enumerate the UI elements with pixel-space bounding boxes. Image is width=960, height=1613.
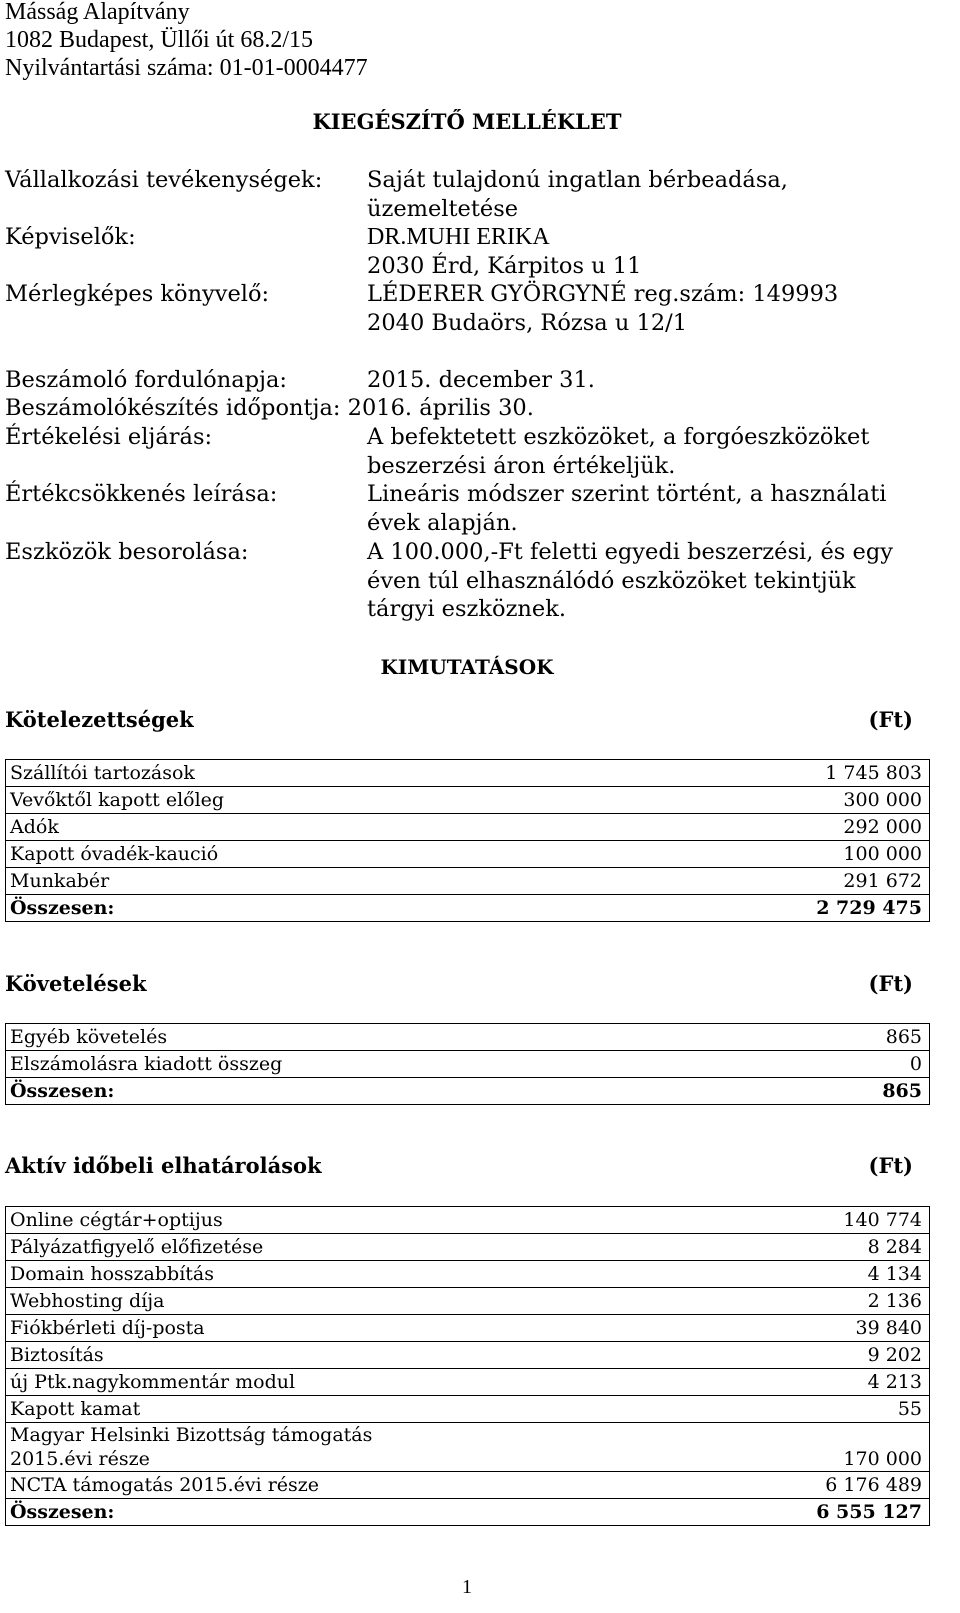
row-label-line: Magyar Helsinki Bizottság támogatás xyxy=(10,1424,373,1446)
asset-classification-line: A 100.000,-Ft feletti egyedi beszerzési, és egy xyxy=(367,539,893,565)
liabilities-unit: (Ft) xyxy=(868,707,913,732)
receivables-title: Követelések xyxy=(5,971,147,996)
valuation-line: beszerzési áron értékeljük. xyxy=(367,452,676,479)
total-value: 865 xyxy=(882,1080,922,1102)
page-number: 1 xyxy=(462,1576,472,1598)
row-value: 55 xyxy=(897,1398,922,1420)
table-row xyxy=(6,1422,929,1471)
prepared-date-label: Beszámolókészítés időpontja: xyxy=(5,395,341,421)
prepaid-unit: (Ft) xyxy=(868,1153,913,1178)
row-value: 0 xyxy=(909,1053,922,1075)
row-label: Biztosítás xyxy=(10,1344,104,1366)
table-row xyxy=(6,1471,929,1498)
row-label: Egyéb követelés xyxy=(10,1026,168,1048)
org-name: Másság Alapítvány xyxy=(5,0,190,25)
prepaid-table xyxy=(5,1206,930,1526)
table-row xyxy=(6,840,929,867)
liabilities-heading xyxy=(5,706,913,734)
row-label: Domain hosszabbítás xyxy=(10,1263,214,1285)
activities-line: üzemeltetése xyxy=(367,195,519,222)
total-value: 2 729 475 xyxy=(816,897,922,919)
row-value: 865 xyxy=(885,1026,922,1048)
row-value: 4 134 xyxy=(867,1263,922,1285)
table-row xyxy=(6,1314,929,1341)
row-label: új Ptk.nagykommentár modul xyxy=(10,1371,296,1393)
row-value: 300 000 xyxy=(843,789,922,811)
total-row xyxy=(6,894,929,921)
prepaid-heading xyxy=(5,1152,913,1180)
table-row xyxy=(6,1287,929,1314)
row-label: NCTA támogatás 2015.évi része xyxy=(10,1474,320,1496)
prepared-date xyxy=(5,394,534,423)
row-value: 8 284 xyxy=(867,1236,922,1258)
total-row xyxy=(6,1077,929,1104)
total-label: Összesen: xyxy=(10,897,115,919)
row-value: 140 774 xyxy=(843,1209,922,1231)
row-label: Elszámolásra kiadott összeg xyxy=(10,1053,283,1075)
depreciation-line: Lineáris módszer szerint történt, a használati xyxy=(367,481,887,507)
closing-date-label: Beszámoló fordulónapja: xyxy=(5,367,287,393)
row-label: Kapott kamat xyxy=(10,1398,141,1420)
table-row xyxy=(6,813,929,840)
row-label xyxy=(10,1423,372,1471)
row-label: Fiókbérleti díj-posta xyxy=(10,1317,205,1339)
row-label-line: 2015.évi része xyxy=(10,1448,150,1470)
row-value: 170 000 xyxy=(843,1448,922,1470)
org-address: 1082 Budapest, Üllői út 68.2/15 xyxy=(5,27,313,53)
valuation-value xyxy=(367,423,869,480)
asset-classification-value xyxy=(367,538,893,624)
total-value: 6 555 127 xyxy=(816,1501,922,1523)
table-row xyxy=(6,867,929,894)
row-value: 1 745 803 xyxy=(825,762,922,784)
row-value: 4 213 xyxy=(867,1371,922,1393)
table-row xyxy=(6,1260,929,1287)
valuation-label: Értékelési eljárás: xyxy=(5,424,213,450)
row-label: Online cégtár+optijus xyxy=(10,1209,223,1231)
row-value: 2 136 xyxy=(867,1290,922,1312)
row-value: 100 000 xyxy=(843,843,922,865)
table-row xyxy=(6,1206,929,1233)
asset-classification-label: Eszközök besorolása: xyxy=(5,539,249,565)
accountant-value xyxy=(367,280,838,337)
liabilities-title: Kötelezettségek xyxy=(5,707,194,732)
depreciation-label: Értékcsökkenés leírása: xyxy=(5,481,278,507)
org-registration: Nyilvántartási száma: 01-01-0004477 xyxy=(5,55,368,81)
row-label: Adók xyxy=(10,816,59,838)
representatives-label: Képviselők: xyxy=(5,224,136,250)
representative-address: 2030 Érd, Kárpitos u 11 xyxy=(367,252,642,279)
asset-classification-line: éven túl elhasználódó eszközöket tekintjük xyxy=(367,567,856,594)
document-title: KIEGÉSZÍTŐ MELLÉKLET xyxy=(312,109,622,134)
receivables-unit: (Ft) xyxy=(868,971,913,996)
row-label: Munkabér xyxy=(10,870,110,892)
prepared-date-value: 2016. április 30. xyxy=(347,395,534,421)
total-label: Összesen: xyxy=(10,1501,115,1523)
accountant-label: Mérlegképes könyvelő: xyxy=(5,281,270,307)
row-value: 291 672 xyxy=(843,870,922,892)
asset-classification-line: tárgyi eszköznek. xyxy=(367,596,567,623)
table-row xyxy=(6,1368,929,1395)
depreciation-value xyxy=(367,480,886,537)
table-row xyxy=(6,1023,929,1050)
row-value: 6 176 489 xyxy=(825,1474,922,1496)
table-row xyxy=(6,786,929,813)
receivables-heading xyxy=(5,970,913,998)
table-row xyxy=(6,759,929,786)
table-row xyxy=(6,1395,929,1422)
accountant-name: LÉDERER GYÖRGYNÉ reg.szám: 149993 xyxy=(367,281,839,307)
row-label: Szállítói tartozások xyxy=(10,762,195,784)
representatives-value xyxy=(367,223,641,280)
statements-title: KIMUTATÁSOK xyxy=(380,655,554,679)
accountant-address: 2040 Budaörs, Rózsa u 12/1 xyxy=(367,309,688,336)
closing-date-value: 2015. december 31. xyxy=(367,367,595,393)
row-label: Vevőktől kapott előleg xyxy=(10,789,225,811)
row-label: Webhosting díja xyxy=(10,1290,165,1312)
receivables-table xyxy=(5,1023,930,1105)
depreciation-line: évek alapján. xyxy=(367,509,518,536)
row-value: 39 840 xyxy=(855,1317,922,1339)
table-row xyxy=(6,1341,929,1368)
total-label: Összesen: xyxy=(10,1080,115,1102)
prepaid-title: Aktív időbeli elhatárolások xyxy=(5,1153,322,1178)
valuation-line: A befektetett eszközöket, a forgóeszközöket xyxy=(367,424,870,450)
row-value: 292 000 xyxy=(843,816,922,838)
table-row xyxy=(6,1233,929,1260)
row-label: Kapott óvadék-kaució xyxy=(10,843,219,865)
activities-label: Vállalkozási tevékenységek: xyxy=(5,167,323,193)
representative-name: DR.MUHI ERIKA xyxy=(367,224,550,250)
table-row xyxy=(6,1050,929,1077)
activities-line: Saját tulajdonú ingatlan bérbeadása, xyxy=(367,167,788,193)
total-row xyxy=(6,1498,929,1525)
row-value: 9 202 xyxy=(867,1344,922,1366)
activities-value xyxy=(367,166,788,223)
row-label: Pályázatfigyelő előfizetése xyxy=(10,1236,264,1258)
liabilities-table xyxy=(5,759,930,922)
